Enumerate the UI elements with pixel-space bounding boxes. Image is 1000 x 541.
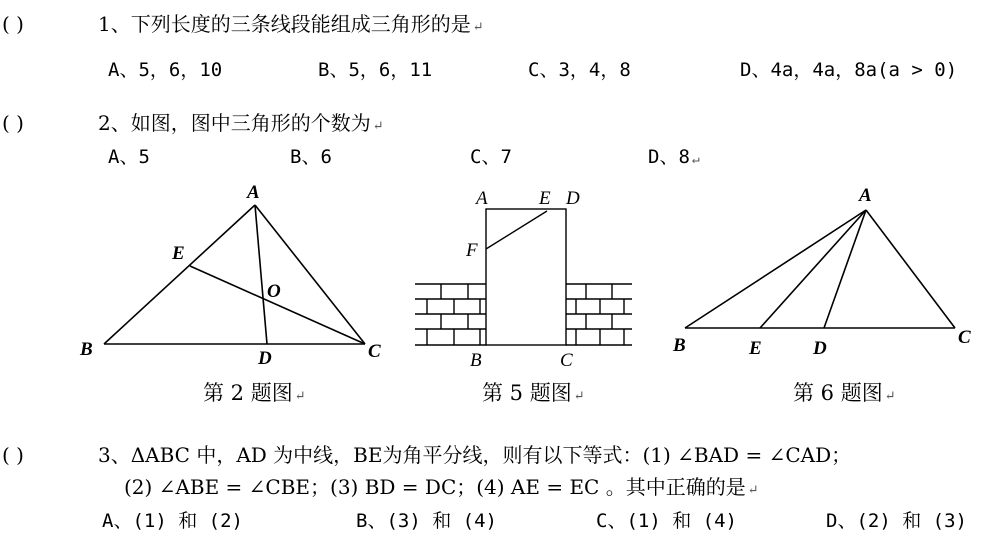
q3-option-c: C、(1) 和 (4): [596, 510, 737, 532]
q2-option-b: B、6: [290, 146, 332, 168]
fig2-label-b: B: [80, 339, 93, 360]
q1-option-b: B、5，6，11: [318, 59, 433, 81]
fig2-label-o: O: [267, 281, 281, 302]
fig5-label-d: D: [566, 188, 580, 209]
fig5-label-a: A: [476, 188, 488, 209]
fig2-label-a: A: [247, 182, 260, 203]
q2-option-c: C、7: [470, 146, 512, 168]
q2-stem: 2、如图，图中三角形的个数为 ↵: [98, 111, 384, 135]
q3-stem-line2: (2) ∠ABE = ∠CBE；(3) BD = DC；(4) AE = EC 。其中正确的是 ↵: [124, 475, 759, 499]
fig6-label-e: E: [749, 338, 762, 359]
figure-5: [415, 209, 632, 345]
fig6-label-c: C: [958, 327, 971, 348]
q1-paren: ( ): [2, 12, 24, 36]
fig2-label-d: D: [258, 348, 272, 369]
q2-paren: ( ): [2, 111, 24, 135]
q3-paren: ( ): [2, 443, 24, 467]
fig2-label-e: E: [172, 243, 185, 264]
fig2-label-c: C: [368, 341, 381, 362]
q3-stem-line1: 3、ΔABC 中，AD 为中线，BE为角平分线，则有以下等式：(1) ∠BAD = ∠CAD；: [98, 443, 852, 467]
figure-2: [104, 205, 365, 344]
q1-option-c: C、3，4，8: [528, 59, 631, 81]
q2-option-d: D、8 ↵: [648, 146, 700, 168]
fig6-label-d: D: [813, 338, 827, 359]
fig5-label-f: F: [466, 240, 478, 261]
q3-option-a: A、(1) 和 (2): [102, 510, 243, 532]
q3-option-d: D、(2) 和 (3): [826, 510, 967, 532]
q1-option-d: D、4a，4a，8a(a > 0): [740, 59, 958, 81]
fig6-label-b: B: [673, 335, 686, 356]
figure-6: [685, 210, 955, 328]
fig6-caption: 第 6 题图 ↵: [793, 381, 896, 405]
q2-option-a: A、5: [108, 146, 150, 168]
fig2-caption: 第 2 题图 ↵: [203, 381, 306, 405]
fig6-label-a: A: [859, 185, 872, 206]
fig5-label-b: B: [470, 350, 482, 371]
q3-option-b: B、(3) 和 (4): [356, 510, 497, 532]
fig5-label-c: C: [560, 350, 573, 371]
q1-option-a: A、5，6，10: [108, 59, 223, 81]
fig5-caption: 第 5 题图 ↵: [482, 381, 585, 405]
q1-stem: 1、下列长度的三条线段能组成三角形的是 ↵: [98, 12, 484, 36]
fig5-label-e: E: [539, 188, 551, 209]
